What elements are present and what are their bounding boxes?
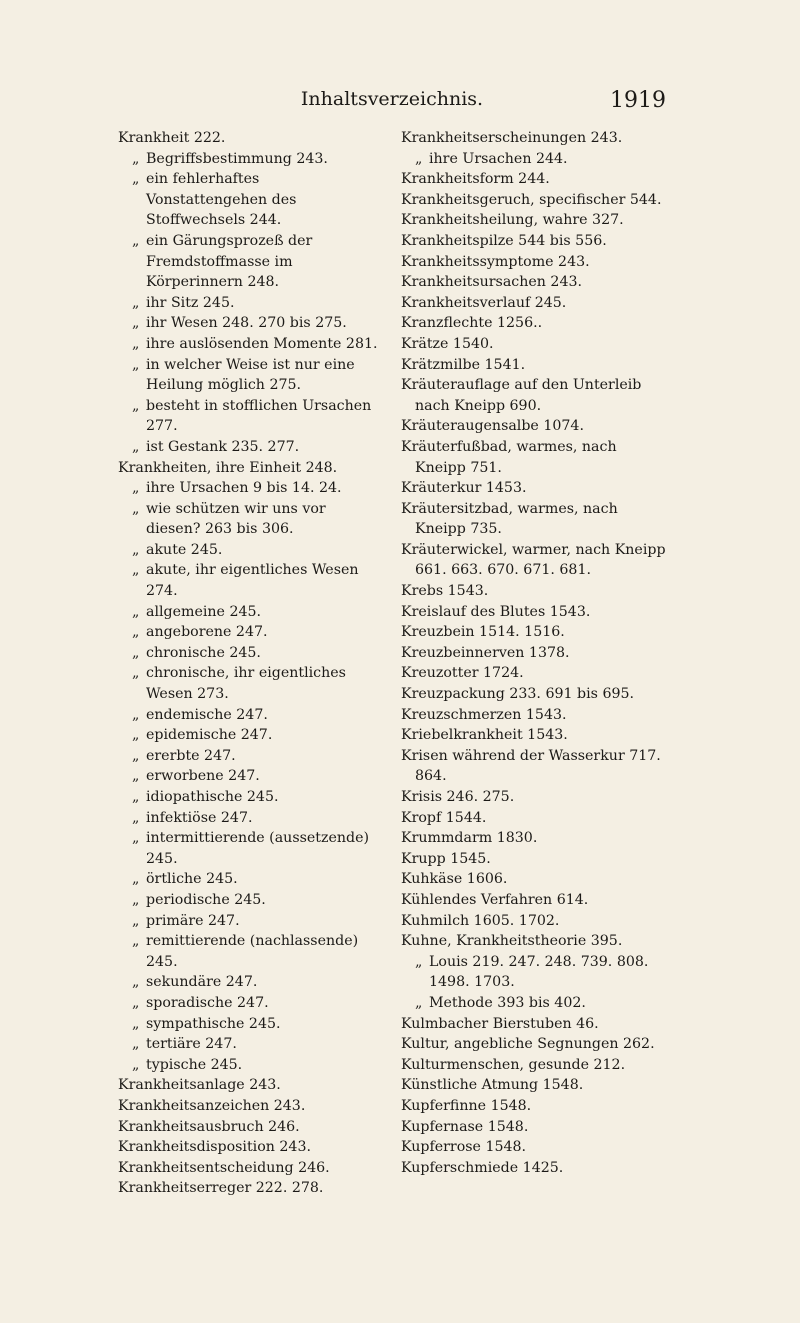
index-entry-text: Kühlendes Verfahren 614. <box>401 891 589 908</box>
index-entry-text: Methode 393 bis 402. <box>429 994 586 1011</box>
index-entry <box>118 602 383 623</box>
index-entry-text: Krummdarm 1830. <box>401 830 538 847</box>
index-entry <box>118 540 383 561</box>
index-entry-text: Kupferschmiede 1425. <box>401 1159 564 1176</box>
index-entry-text: Kupferfinne 1548. <box>401 1097 532 1114</box>
index-entry <box>118 1096 383 1117</box>
index-entry-text: ihr Wesen 248. 270 bis 275. <box>146 315 347 332</box>
index-entry <box>118 1075 383 1096</box>
index-entry-text: Kreuzbeinnerven 1378. <box>401 644 570 661</box>
index-entry <box>401 705 666 726</box>
ditto-mark: „ <box>132 1015 140 1032</box>
ditto-mark: „ <box>132 624 140 641</box>
index-entry <box>401 931 666 952</box>
ditto-mark: „ <box>132 994 140 1011</box>
index-entry <box>118 622 383 643</box>
index-entry <box>401 231 666 252</box>
index-entry-text: Krankheiten, ihre Einheit 248. <box>118 459 338 476</box>
index-entry <box>401 787 666 808</box>
index-column-right <box>401 128 666 1199</box>
index-entry-text: Kräuteraugensalbe 1074. <box>401 418 584 435</box>
index-entry <box>118 766 383 787</box>
index-entry-text: Krankheitsform 244. <box>401 171 550 188</box>
index-entry-text: Krankheit 222. <box>118 130 226 146</box>
index-entry-text: remittierende (nachlassende) 245. <box>146 933 359 970</box>
index-entry-text: Kropf 1544. <box>401 809 487 826</box>
ditto-mark: „ <box>132 747 140 764</box>
index-entry <box>118 993 383 1014</box>
page-title: Inhaltsverzeichnis. <box>300 88 484 110</box>
ditto-mark: „ <box>415 150 423 167</box>
index-entry-text: Künstliche Atmung 1548. <box>401 1077 584 1094</box>
index-entry-text: Kreuzpackung 233. 691 bis 695. <box>401 686 635 703</box>
index-entry-text: besteht in stofflichen Ursachen 277. <box>146 397 372 435</box>
index-entry <box>118 437 383 458</box>
index-entry-text: Kreuzotter 1724. <box>401 665 524 682</box>
index-entry-text: Louis 219. 247. 248. 739. 808. 1498. 1703. <box>429 953 649 991</box>
ditto-mark: „ <box>132 603 140 620</box>
index-entry-text: Kräuterauflage auf den Unterleib nach Kneipp 690. <box>401 377 642 414</box>
index-entry-text: Kreuzbein 1514. 1516. <box>401 624 565 641</box>
index-entry-text: Krankheitssymptome 243. <box>401 253 590 270</box>
ditto-mark: „ <box>132 232 140 249</box>
index-entry <box>401 1014 666 1035</box>
index-entry-text: örtliche 245. <box>146 871 238 888</box>
index-entry <box>401 952 666 993</box>
index-entry-text: Kupferrose 1548. <box>401 1139 527 1156</box>
index-entry-text: primäre 247. <box>146 912 240 929</box>
ditto-mark: „ <box>415 953 423 970</box>
index-entry <box>401 1075 666 1096</box>
index-entry-text: in welcher Weise ist nur eine Heilung möglich 275. <box>146 356 355 394</box>
index-entry-text: akute 245. <box>146 541 223 558</box>
index-entry <box>401 334 666 355</box>
index-entry <box>401 210 666 231</box>
index-entry <box>118 499 383 540</box>
index-entry <box>118 169 383 231</box>
index-entry <box>401 581 666 602</box>
index-entry-text: angeborene 247. <box>146 624 268 641</box>
index-entry <box>401 622 666 643</box>
index-entry <box>401 643 666 664</box>
index-entry-text: Krankheitspilze 544 bis 556. <box>401 232 607 249</box>
index-entry <box>401 293 666 314</box>
index-entry <box>118 1014 383 1035</box>
index-entry-text: Kulturmenschen, gesunde 212. <box>401 1056 626 1073</box>
index-entry <box>118 293 383 314</box>
index-entry <box>401 190 666 211</box>
index-entry <box>401 725 666 746</box>
index-entry-text: Kreislauf des Blutes 1543. <box>401 603 591 620</box>
index-entry <box>118 355 383 396</box>
index-entry <box>118 911 383 932</box>
index-entry <box>118 128 383 149</box>
index-entry-text: erworbene 247. <box>146 768 260 785</box>
ditto-mark: „ <box>132 891 140 908</box>
index-entry <box>401 1137 666 1158</box>
index-entry <box>118 890 383 911</box>
index-entry <box>401 149 666 170</box>
index-entry-text: sekundäre 247. <box>146 974 258 991</box>
index-entry-text: sympathische 245. <box>146 1015 281 1032</box>
index-entry <box>401 499 666 540</box>
index-entry-text: Krätzmilbe 1541. <box>401 356 526 373</box>
index-entry <box>118 313 383 334</box>
ditto-mark: „ <box>132 1036 140 1053</box>
index-entry <box>118 1137 383 1158</box>
index-entry-text: Kuhmilch 1605. 1702. <box>401 912 560 929</box>
index-entry-text: Kulmbacher Bierstuben 46. <box>401 1015 599 1032</box>
ditto-mark: „ <box>132 789 140 805</box>
ditto-mark: „ <box>132 706 140 723</box>
index-entry <box>118 1055 383 1076</box>
index-entry-text: Krätze 1540. <box>401 335 494 352</box>
index-entry <box>118 458 383 479</box>
ditto-mark: „ <box>132 830 140 847</box>
index-entry-text: Krisen während der Wasserkur 717. 864. <box>401 747 661 785</box>
index-entry <box>118 808 383 829</box>
ditto-mark: „ <box>132 315 140 332</box>
index-entry <box>401 540 666 581</box>
index-entry-text: Krankheitsheilung, wahre 327. <box>401 212 624 229</box>
index-entry-text: wie schützen wir uns vor diesen? 263 bis 306. <box>146 500 326 538</box>
index-entry-text: Krankheitsanzeichen 243. <box>118 1097 306 1114</box>
index-entry-text: akute, ihr eigentliches Wesen 274. <box>146 562 359 600</box>
ditto-mark: „ <box>132 871 140 888</box>
index-entry-text: Krankheitsdisposition 243. <box>118 1139 311 1156</box>
index-entry <box>401 478 666 499</box>
index-entry <box>118 931 383 972</box>
index-entry <box>401 128 666 149</box>
index-entry-text: Krankheitsanlage 243. <box>118 1077 281 1094</box>
page-header <box>118 88 666 118</box>
ditto-mark: „ <box>132 541 140 558</box>
index-entry-text: Kreuzschmerzen 1543. <box>401 706 567 723</box>
index-entry-text: periodische 245. <box>146 891 266 908</box>
index-entry-text: Krankheitserreger 222. 278. <box>118 1180 324 1197</box>
index-entry <box>401 355 666 376</box>
index-entry-text: Kräuterwickel, warmer, nach Kneipp 661. 663. 670. 671. 681. <box>401 541 666 579</box>
index-entry <box>401 911 666 932</box>
ditto-mark: „ <box>132 480 140 497</box>
index-entry-text: Krisis 246. 275. <box>401 789 515 805</box>
index-entry <box>401 252 666 273</box>
ditto-mark: „ <box>132 562 140 579</box>
index-entry-text: Krankheitsverlauf 245. <box>401 294 567 311</box>
index-entry-text: Krankheitsursachen 243. <box>401 274 583 291</box>
ditto-mark: „ <box>132 727 140 744</box>
index-entry <box>401 1034 666 1055</box>
index-entry <box>401 437 666 478</box>
index-entry <box>401 663 666 684</box>
index-entry-text: ihr Sitz 245. <box>146 294 235 311</box>
index-entry-text: Begriffsbestimmung 243. <box>146 150 328 167</box>
index-entry-text: ein Gärungsprozeß der Fremdstoffmasse im Körperinnern 248. <box>146 232 313 291</box>
index-entry <box>118 869 383 890</box>
index-entry <box>118 725 383 746</box>
index-entry-text: typische 245. <box>146 1056 243 1073</box>
index-entry <box>118 746 383 767</box>
ditto-mark: „ <box>132 438 140 455</box>
index-entry <box>118 1034 383 1055</box>
ditto-mark: „ <box>132 150 140 167</box>
index-entry <box>118 1158 383 1179</box>
index-entry <box>118 396 383 437</box>
index-entry <box>401 602 666 623</box>
index-entry <box>401 1096 666 1117</box>
ditto-mark: „ <box>132 356 140 373</box>
index-entry <box>118 149 383 170</box>
ditto-mark: „ <box>132 294 140 311</box>
index-entry-text: Kupfernase 1548. <box>401 1118 529 1135</box>
ditto-mark: „ <box>132 397 140 414</box>
index-entry-text: idiopathische 245. <box>146 789 279 805</box>
index-columns <box>118 128 666 1199</box>
ditto-mark: „ <box>132 335 140 352</box>
ditto-mark: „ <box>132 933 140 950</box>
index-entry <box>401 849 666 870</box>
index-entry-text: Kultur, angebliche Segnungen 262. <box>401 1036 655 1053</box>
index-entry <box>401 869 666 890</box>
index-column-left <box>118 128 383 1199</box>
index-entry <box>401 684 666 705</box>
index-entry-text: infektiöse 247. <box>146 809 253 826</box>
index-entry <box>118 705 383 726</box>
index-entry <box>401 828 666 849</box>
ditto-mark: „ <box>132 768 140 785</box>
index-entry-text: tertiäre 247. <box>146 1036 237 1053</box>
index-entry-text: allgemeine 245. <box>146 603 262 620</box>
index-entry <box>401 375 666 416</box>
ditto-mark: „ <box>132 974 140 991</box>
index-entry-text: epidemische 247. <box>146 727 273 744</box>
ditto-mark: „ <box>132 171 140 188</box>
index-entry-text: ererbte 247. <box>146 747 236 764</box>
index-entry-text: Kranzflechte 1256.. <box>401 315 543 332</box>
index-entry-text: Kräuterfußbad, warmes, nach Kneipp 751. <box>401 438 617 476</box>
ditto-mark: „ <box>132 644 140 661</box>
index-entry-text: sporadische 247. <box>146 994 269 1011</box>
index-entry-text: chronische, ihr eigentliches Wesen 273. <box>146 665 346 703</box>
index-entry <box>118 478 383 499</box>
ditto-mark: „ <box>132 809 140 826</box>
index-entry-text: Kuhkäse 1606. <box>401 871 508 888</box>
index-entry-text: Kriebelkrankheit 1543. <box>401 727 568 744</box>
index-entry <box>401 416 666 437</box>
index-entry <box>118 972 383 993</box>
ditto-mark: „ <box>132 1056 140 1073</box>
index-entry <box>401 1117 666 1138</box>
index-entry-text: ist Gestank 235. 277. <box>146 438 300 455</box>
index-entry <box>118 1117 383 1138</box>
index-entry-text: ein fehlerhaftes Vonstattengehen des Stoffwechsels 244. <box>146 171 297 229</box>
index-entry-text: endemische 247. <box>146 706 268 723</box>
index-entry <box>118 334 383 355</box>
index-entry <box>118 643 383 664</box>
index-entry <box>118 560 383 601</box>
index-entry <box>401 1158 666 1179</box>
index-entry <box>401 746 666 787</box>
ditto-mark: „ <box>415 994 423 1011</box>
index-entry <box>401 993 666 1014</box>
index-entry <box>401 169 666 190</box>
index-entry <box>401 313 666 334</box>
index-entry <box>118 663 383 704</box>
index-entry-text: chronische 245. <box>146 644 261 661</box>
index-entry <box>118 1178 383 1199</box>
index-entry-text: Krupp 1545. <box>401 850 491 867</box>
index-entry-text: Krankheitsausbruch 246. <box>118 1118 300 1135</box>
index-entry-text: ihre auslösenden Momente 281. <box>146 335 378 352</box>
index-entry-text: Krankheitserscheinungen 243. <box>401 130 623 146</box>
ditto-mark: „ <box>132 665 140 682</box>
index-entry-text: Krankheitsgeruch, specifischer 544. <box>401 191 662 208</box>
index-entry-text: Kräuterkur 1453. <box>401 480 527 497</box>
index-entry <box>118 828 383 869</box>
ditto-mark: „ <box>132 500 140 517</box>
index-entry-text: Kräutersitzbad, warmes, nach Kneipp 735. <box>401 500 618 538</box>
index-entry-text: Krankheitsentscheidung 246. <box>118 1159 330 1176</box>
index-entry <box>401 1055 666 1076</box>
index-entry <box>401 890 666 911</box>
index-entry-text: Kuhne, Krankheitstheorie 395. <box>401 933 623 950</box>
index-entry-text: intermittierende (aussetzende) 245. <box>146 830 369 867</box>
index-entry <box>118 231 383 293</box>
index-entry <box>401 808 666 829</box>
index-entry <box>401 272 666 293</box>
page-year: 1919 <box>610 88 666 113</box>
index-entry-text: Krebs 1543. <box>401 583 489 600</box>
index-entry <box>118 787 383 808</box>
index-entry-text: ihre Ursachen 9 bis 14. 24. <box>146 480 342 497</box>
index-entry-text: ihre Ursachen 244. <box>429 150 568 167</box>
ditto-mark: „ <box>132 912 140 929</box>
